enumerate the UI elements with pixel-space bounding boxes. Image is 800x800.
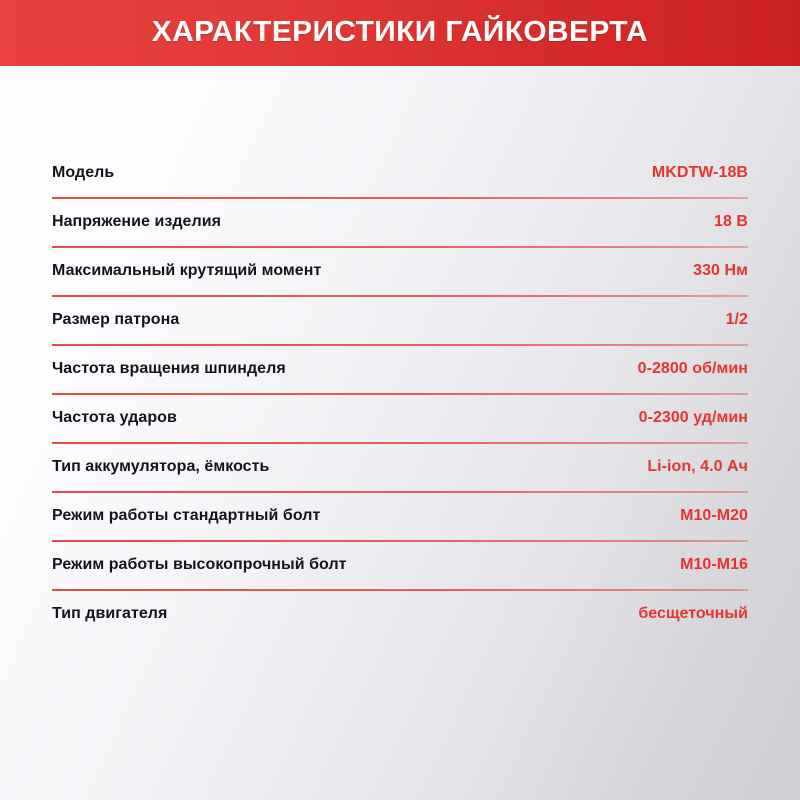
table-row: [52, 442, 748, 491]
spec-label: Напряжение изделия: [52, 212, 221, 230]
page-title: ХАРАКТЕРИСТИКИ ГАЙКОВЕРТА: [151, 15, 649, 48]
spec-value: MKDTW-18B: [651, 163, 748, 181]
table-row: [52, 148, 748, 197]
table-row: [52, 589, 748, 638]
spec-label: Режим работы высокопрочный болт: [52, 555, 347, 573]
spec-value: 330 Нм: [693, 261, 748, 279]
table-row: [52, 295, 748, 344]
spec-value: M10-M16: [680, 555, 748, 573]
spec-value: 1/2: [725, 310, 748, 328]
header-banner: [0, 0, 800, 66]
table-row: [52, 491, 748, 540]
table-row: [52, 246, 748, 295]
spec-label: Тип двигателя: [52, 604, 168, 622]
spec-label: Размер патрона: [52, 310, 180, 328]
spec-value: 0-2300 уд/мин: [638, 408, 748, 426]
spec-label: Режим работы стандартный болт: [52, 506, 321, 524]
spec-label: Тип аккумулятора, ёмкость: [52, 457, 270, 475]
spec-value: M10-M20: [680, 506, 748, 524]
spec-value: 18 В: [714, 212, 748, 230]
spec-value: 0-2800 об/мин: [637, 359, 748, 377]
specifications-table: [52, 148, 748, 638]
table-row: [52, 393, 748, 442]
spec-label: Максимальный крутящий момент: [52, 261, 322, 279]
spec-label: Частота ударов: [52, 408, 177, 426]
spec-label: Модель: [52, 163, 115, 181]
table-row: [52, 197, 748, 246]
spec-value: бесщеточный: [638, 604, 748, 622]
spec-label: Частота вращения шпинделя: [52, 359, 286, 377]
table-row: [52, 344, 748, 393]
table-row: [52, 540, 748, 589]
spec-value: Li-ion, 4.0 Ач: [647, 457, 748, 475]
